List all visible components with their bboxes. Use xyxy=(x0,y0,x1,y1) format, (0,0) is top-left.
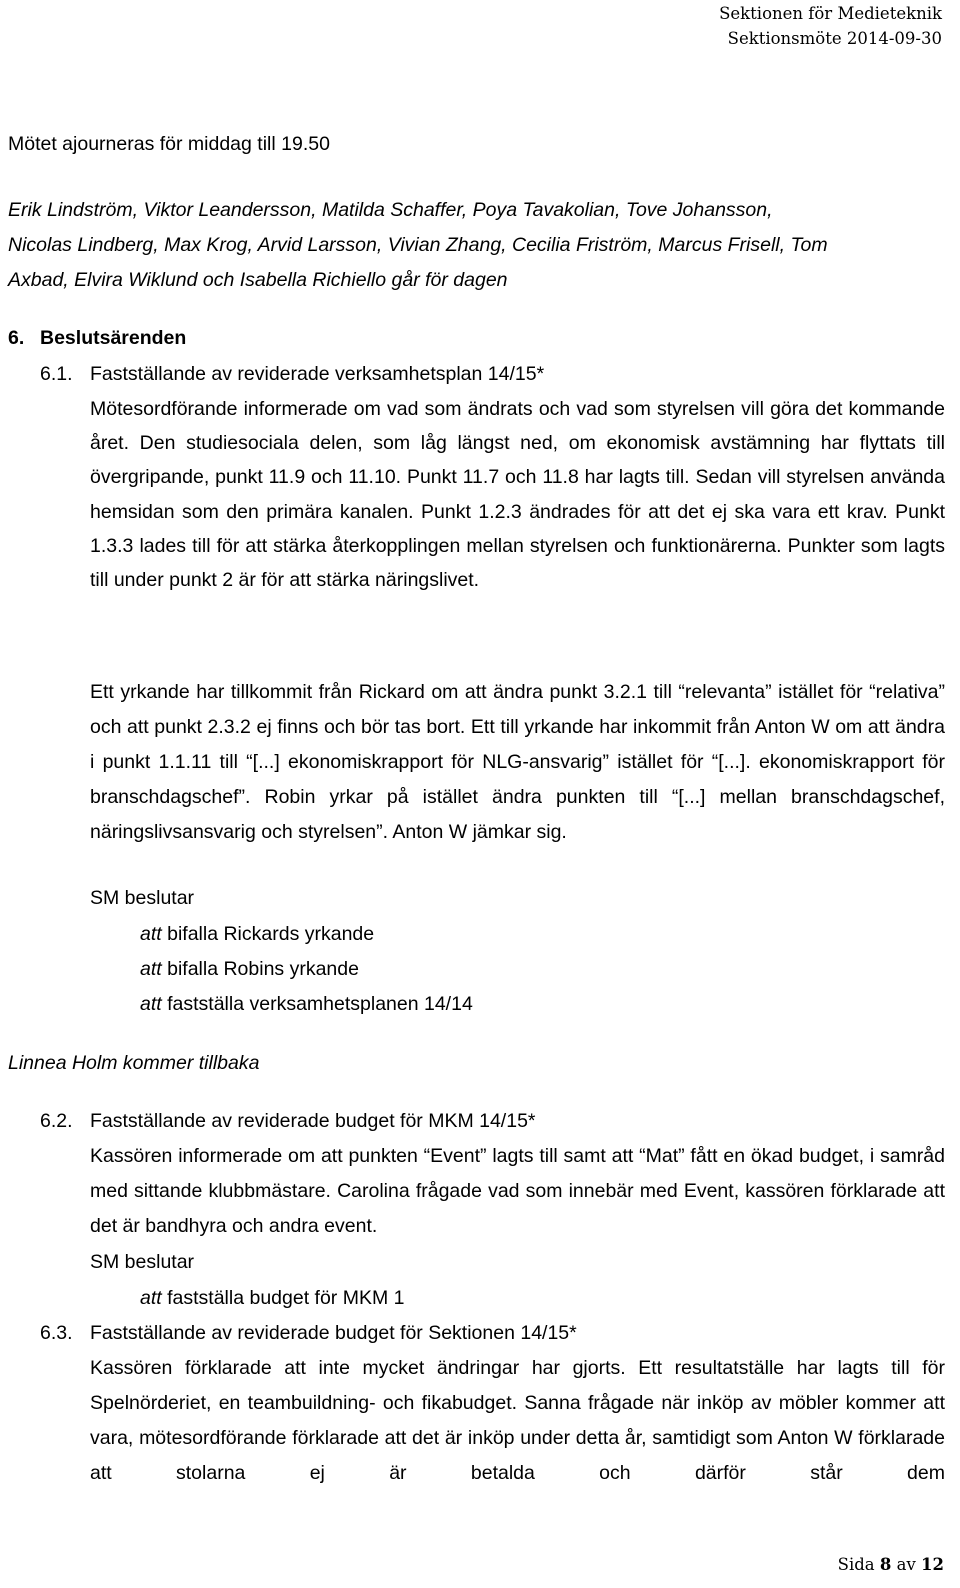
item-number: 6.1. xyxy=(40,363,73,385)
decides-label: SM beslutar xyxy=(90,1251,195,1273)
leaving-line-3: Axbad, Elvira Wiklund och Isabella Richiello går för dagen xyxy=(8,269,508,291)
decides-label: SM beslutar xyxy=(90,887,195,909)
page-number: Sida 8 av 12 xyxy=(837,1555,944,1574)
item-title: Fastställande av reviderade verksamhetsplan 14/15* xyxy=(90,363,545,385)
item-number: 6.3. xyxy=(40,1322,73,1344)
item-body: Mötesordförande informerade om vad som ändrats och vad som styrelsen vill göra det kommande året. Den studiesociala delen, som låg längst ned, om ekonomisk avstämning har flyttats till övergripande, punkt 11.9 och 11.10. Punkt 11.7 och 11.8 har lagts till. Sedan vill styrelsen använda hemsidan som den primära kanalen. Punkt 1.2.3 ändrades för att det ej ska vara ett krav. Punkt 1.3.3 lades till för att stärka återkopplingen mellan styrelsen och funktionärerna. Punkter som lagts till under punkt 2 är för att stärka näringslivet. xyxy=(90,398,945,592)
item-number: 6.2. xyxy=(40,1110,73,1132)
decision-line: att bifalla Robins yrkande xyxy=(140,958,359,980)
decision-line: att bifalla Rickards yrkande xyxy=(140,923,375,945)
item-motion: Ett yrkande har tillkommit från Rickard om att ändra punkt 3.2.1 till “relevanta” istället för “relativa” och att punkt 2.3.2 ej finns och bör tas bort. Ett till yrkande har inkommit från Anton W om att ändra i punkt 1.1.11 till “[...] ekonomiskrapport för NLG-ansvarig” istället för “[...]. ekonomiskrapport för branschdagschef”. Robin yrkar på istället ändra punkten till “[...] mellan branschdagschef, näringslivsansvarig och styrelsen”. Anton W jämkar sig. xyxy=(90,681,945,843)
leaving-line-2: Nicolas Lindberg, Max Krog, Arvid Larsson, Vivian Zhang, Cecilia Friström, Marcus Frisell, Tom xyxy=(8,234,828,256)
decision-line: att fastställa verksamhetsplanen 14/14 xyxy=(140,993,473,1015)
adjourn-text: Mötet ajourneras för middag till 19.50 xyxy=(8,133,330,155)
header-meeting: Sektionsmöte 2014-09-30 xyxy=(727,29,942,48)
section-title: Beslutsärenden xyxy=(40,327,187,349)
section-number: 6. xyxy=(8,327,25,349)
header-org: Sektionen för Medieteknik xyxy=(719,4,942,23)
leaving-line-1: Erik Lindström, Viktor Leandersson, Matilda Schaffer, Poya Tavakolian, Tove Johansson, xyxy=(8,199,773,221)
decision-line: att fastställa budget för MKM 1 xyxy=(140,1287,405,1309)
item-title: Fastställande av reviderade budget för Sektionen 14/15* xyxy=(90,1322,577,1344)
item-title: Fastställande av reviderade budget för MKM 14/15* xyxy=(90,1110,536,1132)
item-body: Kassören förklarade att inte mycket ändringar har gjorts. Ett resultatställe har lagts till för Spelnörderiet, en teambuildning- och fikabudget. Sanna frågade när inköp av möbler kommer att vara, mötesordförande förklarade att det är inköp under detta år, samtidigt som Anton W förklarade att stolarna ej är betalda och därför står dem xyxy=(90,1357,945,1484)
item-body: Kassören informerade om att punkten “Event” lagts till samt att “Mat” fått en ökad budget, i samråd med sittande klubbmästare. Carolina frågade vad som innebär med Event, kassören förklarade att det är bandhyra och andra event. xyxy=(90,1145,945,1237)
returns-note: Linnea Holm kommer tillbaka xyxy=(8,1052,260,1074)
